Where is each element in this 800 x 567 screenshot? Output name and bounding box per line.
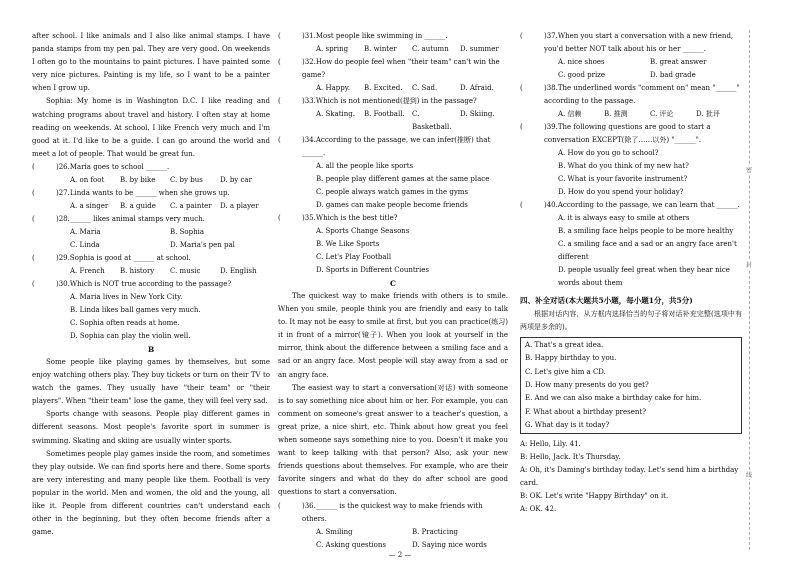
options <box>278 526 508 552</box>
answer-blank[interactable]: ( <box>32 214 35 223</box>
question-text <box>56 278 270 291</box>
option[interactable]: D. Skiing. <box>460 110 495 118</box>
answer-blank[interactable]: ( <box>520 84 523 92</box>
option[interactable]: A. Happy. <box>316 84 350 92</box>
option[interactable]: C. What is your favorite instrument? <box>558 175 688 183</box>
option[interactable]: A. Sports Change Seasons <box>316 227 410 235</box>
option[interactable]: C. 评论 <box>650 110 674 118</box>
answer-blank[interactable]: ( <box>278 136 281 144</box>
question <box>278 30 508 43</box>
question-stem: How do people feel when "their team" can't win the game? <box>302 58 500 79</box>
option[interactable]: D. by car <box>220 175 252 184</box>
question-stem: According to the passage, we can learn that ______. <box>557 201 740 209</box>
question-text <box>56 252 270 265</box>
question-number: )34. <box>302 136 316 144</box>
question-stem: Sophia is good at ______ at school. <box>69 253 191 262</box>
options <box>32 226 270 252</box>
question-36 <box>278 500 508 552</box>
question-stem: ______ likes animal stamps very much. <box>69 214 205 223</box>
passage-paragraph: Some people like playing games by themselves, but some enjoy watching others play. They buy tickets or turn on their TV to watch the games. They usually have "their team" or "their players". When "their team" lose the game, they will feel very sad. <box>32 357 270 406</box>
option[interactable]: C. a smiling face and a sad or an angry face aren't different <box>558 240 737 261</box>
question <box>520 199 742 212</box>
question-text <box>544 30 742 56</box>
question-stem: The underlined words "comment on" mean "______" according to the passage. <box>544 84 740 105</box>
option[interactable]: A. 信赖 <box>558 110 582 118</box>
option[interactable]: C. Let's Play Football <box>316 253 392 261</box>
option[interactable]: C. people always watch games in the gyms <box>316 188 469 196</box>
question-number: )35. <box>302 214 316 222</box>
options <box>278 108 508 134</box>
option-item: E. And we can also make a birthday cake for him. <box>525 394 702 403</box>
option[interactable]: C. Sad. <box>412 84 438 92</box>
option[interactable]: C. autumn <box>412 45 449 53</box>
options <box>32 265 270 278</box>
option[interactable]: B. Linda likes ball games very much. <box>70 305 201 314</box>
question-text <box>302 134 508 160</box>
dialog <box>520 438 742 516</box>
option[interactable]: D. people usually feel great when they hear nice words about them <box>558 266 730 287</box>
question <box>520 82 742 108</box>
question-stem: When you start a conversation with a new friend, you'd better NOT talk about his or her ______. <box>544 32 734 53</box>
option[interactable]: D. summer <box>460 45 499 53</box>
answer-blank[interactable]: ( <box>278 97 281 105</box>
option[interactable]: C. Asking questions <box>316 540 386 549</box>
option[interactable]: B. What do you think of my new hat? <box>558 162 689 170</box>
dialog-line: A: Oh, it's Daming's birthday today. Let's send him a birthday card. <box>520 466 739 488</box>
column-left <box>32 30 270 539</box>
question-stem: Linda wants to be ______ when she grows up. <box>69 188 230 197</box>
question-stem: According to the passage, we can infer(推断) that ______. <box>302 136 491 157</box>
question-text <box>544 82 742 108</box>
answer-blank[interactable]: ( <box>278 32 281 40</box>
question-text <box>544 199 742 212</box>
option[interactable]: A. Skating. <box>316 110 355 118</box>
options <box>278 225 508 277</box>
option-item: A. That's a great idea. <box>525 341 604 350</box>
passage-paragraph: after school. I like animals and I also like animal stamps. I have panda stamps from my pen pal. They are very good. On weekends I often go to the mountains to paint pictures. I have painted some very nice pictures. Painting is my life, so I want to be a painter when I grow up. <box>32 32 270 93</box>
option[interactable]: B. We Like Sports <box>316 240 380 248</box>
section-4-title: 四、补全对话(本大题共5小题，每小题1分，共5分) <box>520 296 693 305</box>
side-mark: 线 <box>746 472 753 479</box>
option[interactable]: C. Sophia often reads at home. <box>70 318 180 327</box>
option[interactable]: D. Sports in Different Countries <box>316 266 429 274</box>
option[interactable]: B. by bike <box>120 175 156 184</box>
question-text <box>302 56 508 82</box>
option[interactable]: D. bad grade <box>650 71 696 79</box>
answer-blank[interactable]: ( <box>32 253 35 262</box>
options <box>32 200 270 213</box>
option[interactable]: B. a smiling face helps people to be more healthy <box>558 227 734 235</box>
question <box>278 134 508 160</box>
question-text <box>302 30 508 43</box>
passage-paragraph: The easiest way to start a conversation(对话) with someone is to say something nice about him or her. For example, you can comment on someone's great answer to a teacher's question, a great prize, a nice shirt, etc. Think about how great you feel when someone says something nice to you. Doesn't it make you want to keep talking with that person? Also, ask your new friends questions about themselves. For example, who are their favorite singers and what do they do after school are good questions to start a conversation. <box>278 383 508 497</box>
dialog-line: A: OK. 42. <box>520 505 557 514</box>
question-number: )28. <box>56 214 70 223</box>
answer-blank[interactable]: ( <box>520 201 523 209</box>
option-item: C. Let's give him a CD. <box>525 367 606 376</box>
answer-blank[interactable]: ( <box>278 58 281 66</box>
option[interactable]: D. English <box>220 266 257 275</box>
side-mark: 封 <box>746 262 753 269</box>
option[interactable]: C. a painter <box>170 201 212 210</box>
option[interactable]: D. Afraid. <box>460 84 494 92</box>
dialog-line: B: OK. Let's write "Happy Birthday" on it. <box>520 492 669 501</box>
question-stem: Which is the best title? <box>315 214 398 222</box>
side-mark: 密 <box>746 167 753 174</box>
question-text <box>56 187 270 200</box>
option[interactable]: A. French <box>70 266 105 275</box>
column-right <box>520 30 742 516</box>
question-text <box>302 500 508 526</box>
option-item: F. What about a birthday present? <box>525 407 646 416</box>
option[interactable]: C. by bus <box>170 175 203 184</box>
question <box>278 56 508 82</box>
question-number: )30. <box>56 279 70 288</box>
question-text <box>56 213 270 226</box>
dialog-line: A: Hello, Lily. 41. <box>520 440 581 449</box>
option[interactable]: A. Smiling <box>316 527 353 536</box>
options <box>32 174 270 187</box>
question <box>32 161 270 174</box>
question-stem: Maria goes to school ______. <box>69 162 170 171</box>
option[interactable]: D. How do you spend your holiday? <box>558 188 684 196</box>
questions-26-30 <box>32 161 270 343</box>
option[interactable]: B. a guide <box>120 201 156 210</box>
option[interactable]: C. Linda <box>70 240 100 249</box>
options <box>278 43 508 56</box>
question <box>278 95 508 108</box>
question-stem: Which is not mentioned(提到) in the passage? <box>315 97 477 105</box>
passage-paragraph: Sports change with seasons. People play different games in different seasons. Most people's favorite sport in summer is swimming. Skating and skiing are usually winter sports. <box>32 410 270 445</box>
option[interactable]: B. Sophia <box>170 227 205 236</box>
question-text <box>56 161 270 174</box>
answer-blank[interactable]: ( <box>520 32 523 40</box>
option-item: G. What day is it today? <box>525 420 610 429</box>
questions-31-35 <box>278 30 508 277</box>
option[interactable]: D. Saying nice words <box>412 540 487 549</box>
option[interactable]: D. a player <box>220 201 259 210</box>
question-text <box>302 212 508 225</box>
question <box>278 500 508 526</box>
options <box>278 82 508 95</box>
question <box>32 187 270 200</box>
option[interactable]: B. Practicing <box>412 527 458 536</box>
option-item: B. Happy birthday to you. <box>525 354 617 363</box>
option[interactable]: D. Sophia can play the violin well. <box>70 331 191 340</box>
option[interactable]: B. Football. <box>364 110 405 118</box>
options-box <box>520 337 742 434</box>
question-stem: The following questions are good to start a conversation EXCEPT(除了……以外) "______". <box>544 123 711 144</box>
option[interactable]: A. How do you go to school? <box>558 149 659 157</box>
question <box>520 121 742 147</box>
option[interactable]: B. people play different games at the same place <box>316 175 490 183</box>
passage-paragraph: The quickest way to make friends with others is to smile. When you smile, people think you are friendly and easy to talk to. It may not be easy to smile at first, but you can practice(练习) it in front of a mirror(镜子). When you look at yourself in the mirror, think about the difference between a smiling face and a sad or an angry face. Most people will stay away from a sad or an angry face. <box>278 292 508 379</box>
passage-paragraph: Sometimes people play games inside the room, and sometimes they play outside. We can find sports here and there. Some sports are very interesting and many people like them. Football is very popular in the world. Men and women, the old and the young, all like it. People from different countries can't understand each other in the beginning, but they often become friends after a game. <box>32 449 270 537</box>
question-text <box>302 95 508 108</box>
questions-37-40 <box>520 30 742 290</box>
option[interactable]: B. history <box>120 266 155 275</box>
section-c-title: C <box>390 279 396 288</box>
answer-blank[interactable]: ( <box>520 123 523 131</box>
question-number: )39. <box>544 123 558 131</box>
answer-blank[interactable]: ( <box>278 214 281 222</box>
option[interactable]: C. Basketball. <box>412 110 452 131</box>
options <box>520 56 742 82</box>
section-b-title: B <box>147 344 155 354</box>
option[interactable]: B. 推测 <box>604 110 628 118</box>
column-middle <box>278 30 508 552</box>
option[interactable]: B. Excited. <box>364 84 403 92</box>
page-number: — 2 — <box>388 551 412 559</box>
question <box>32 213 270 226</box>
question-number: )38. <box>544 84 558 92</box>
answer-blank[interactable]: ( <box>32 162 35 171</box>
options <box>520 108 742 121</box>
question-number: )31. <box>302 32 316 40</box>
answer-blank[interactable]: ( <box>32 188 35 197</box>
option[interactable]: A. nice shoes <box>558 58 605 66</box>
option[interactable]: A. all the people like sports <box>316 162 414 170</box>
question-number: )29. <box>56 253 70 262</box>
options <box>520 147 742 199</box>
question-number: )33. <box>302 97 316 105</box>
question <box>32 278 270 291</box>
dialog-line: B: Hello, Jack. It's Thursday. <box>520 453 621 462</box>
question-number: )32. <box>302 58 316 66</box>
question-number: )26. <box>56 162 70 171</box>
option-item: D. How many presents do you get? <box>525 381 649 390</box>
answer-blank[interactable]: ( <box>278 501 281 510</box>
option[interactable]: D. 批评 <box>696 110 720 118</box>
option[interactable]: B. great answer <box>650 58 707 66</box>
option[interactable]: A. on foot <box>70 175 105 184</box>
option[interactable]: A. Maria <box>70 227 101 236</box>
question-number: )27. <box>56 188 70 197</box>
options <box>32 291 270 343</box>
option[interactable]: A. spring <box>316 45 349 53</box>
option[interactable]: B. winter <box>364 45 397 53</box>
option[interactable]: A. Maria lives in New York City. <box>70 292 183 301</box>
option[interactable]: D. Maria's pen pal <box>170 240 235 249</box>
question-number: )40. <box>544 201 558 209</box>
question <box>520 30 742 56</box>
option[interactable]: A. it is always easy to smile at others <box>558 214 690 222</box>
question-text <box>544 121 742 147</box>
option[interactable]: C. good prize <box>558 71 606 79</box>
passage-paragraph: Sophia: My home is in Washington D.C. I like reading and watching programs about travel and history. I often stay at home reading on weekends. At school, I like French very much and I'm good at it. I'd like to be a guide. I can go around the world and meet a lot of people. That would be great fun. <box>32 97 270 158</box>
option[interactable]: A. a singer <box>70 201 109 210</box>
question <box>278 212 508 225</box>
section-4-instructions: 根据对话内容，从方框内选择恰当的句子将对话补充完整(选项中有两项是多余的)。 <box>520 310 742 332</box>
options <box>278 160 508 212</box>
question-number: )37. <box>544 32 558 40</box>
option[interactable]: D. games can make people become friends <box>316 201 468 209</box>
answer-blank[interactable]: ( <box>32 279 35 288</box>
question-stem: ______ is the quickest way to make friends with others. <box>302 501 483 523</box>
question-stem: Which is NOT true according to the passage? <box>69 279 232 288</box>
question-number: )36. <box>302 501 316 510</box>
option[interactable]: C. music <box>170 266 201 275</box>
question <box>32 252 270 265</box>
question-stem: Most people like swimming in ______. <box>315 32 448 40</box>
options <box>520 212 742 290</box>
